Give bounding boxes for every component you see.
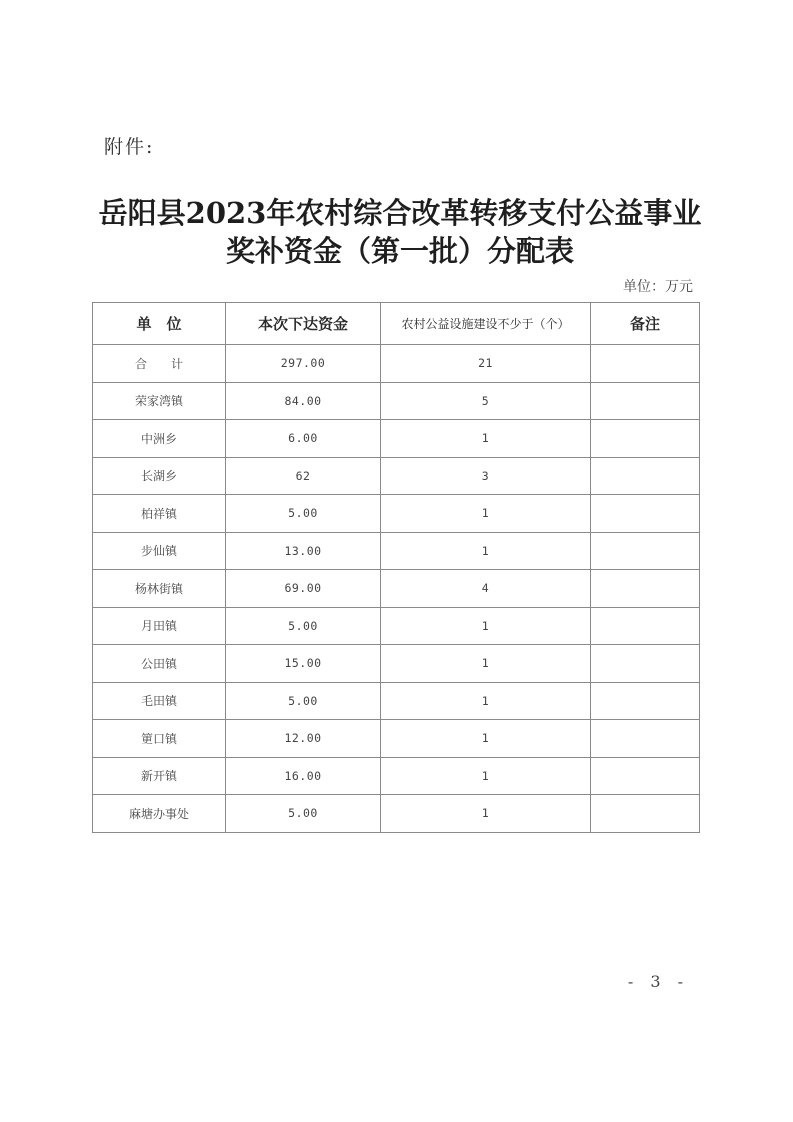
- header-unit: 单 位: [93, 303, 226, 345]
- cell-unit-name: 筻口镇: [93, 720, 226, 758]
- table-row: [93, 457, 700, 495]
- allocation-table: [92, 302, 700, 833]
- cell-unit-name: 新开镇: [93, 757, 226, 795]
- cell-remarks: [591, 645, 700, 683]
- cell-unit-name: 杨林街镇: [93, 570, 226, 608]
- cell-funds: 5.00: [226, 495, 381, 533]
- table-row: [93, 720, 700, 758]
- cell-facilities: 5: [381, 382, 591, 420]
- cell-remarks: [591, 570, 700, 608]
- attachment-label: 附件:: [104, 136, 155, 158]
- cell-facilities: 1: [381, 682, 591, 720]
- cell-remarks: [591, 757, 700, 795]
- cell-remarks: [591, 720, 700, 758]
- table-row: [93, 757, 700, 795]
- cell-funds: 62: [226, 457, 381, 495]
- table-row: [93, 532, 700, 570]
- table-row: [93, 495, 700, 533]
- table-body: [93, 345, 700, 833]
- cell-unit-name: 公田镇: [93, 645, 226, 683]
- table-row: [93, 570, 700, 608]
- cell-facilities: 1: [381, 532, 591, 570]
- cell-funds: 15.00: [226, 645, 381, 683]
- table-row: [93, 607, 700, 645]
- cell-unit-name: 步仙镇: [93, 532, 226, 570]
- cell-unit-name: 柏祥镇: [93, 495, 226, 533]
- cell-unit-name: 荣家湾镇: [93, 382, 226, 420]
- cell-facilities: 1: [381, 495, 591, 533]
- cell-funds: 5.00: [226, 682, 381, 720]
- cell-facilities: 1: [381, 420, 591, 458]
- table-row: [93, 345, 700, 383]
- table-row: [93, 795, 700, 833]
- header-facilities: 农村公益设施建设不少于（个）: [381, 303, 591, 345]
- table-row: [93, 682, 700, 720]
- cell-funds: 16.00: [226, 757, 381, 795]
- table-header-row: [93, 303, 700, 345]
- cell-funds: 6.00: [226, 420, 381, 458]
- document-title-line-1: 岳阳县2023年农村综合改革转移支付公益事业: [98, 196, 702, 230]
- cell-facilities: 1: [381, 720, 591, 758]
- header-funds: 本次下达资金: [226, 303, 381, 345]
- cell-facilities: 4: [381, 570, 591, 608]
- cell-funds: 12.00: [226, 720, 381, 758]
- unit-label: 单位：万元: [623, 279, 693, 295]
- cell-unit-name: 中洲乡: [93, 420, 226, 458]
- cell-unit-name: 月田镇: [93, 607, 226, 645]
- header-remarks: 备注: [591, 303, 700, 345]
- cell-funds: 5.00: [226, 607, 381, 645]
- cell-remarks: [591, 420, 700, 458]
- cell-facilities: 21: [381, 345, 591, 383]
- cell-unit-name: 麻塘办事处: [93, 795, 226, 833]
- cell-remarks: [591, 682, 700, 720]
- cell-unit-name: 合 计: [93, 345, 226, 383]
- cell-facilities: 1: [381, 607, 591, 645]
- cell-remarks: [591, 457, 700, 495]
- cell-unit-name: 长湖乡: [93, 457, 226, 495]
- cell-funds: 69.00: [226, 570, 381, 608]
- cell-facilities: 3: [381, 457, 591, 495]
- cell-funds: 13.00: [226, 532, 381, 570]
- cell-facilities: 1: [381, 757, 591, 795]
- cell-remarks: [591, 345, 700, 383]
- page-number: - 3 -: [627, 972, 689, 991]
- cell-facilities: 1: [381, 645, 591, 683]
- cell-remarks: [591, 607, 700, 645]
- cell-remarks: [591, 795, 700, 833]
- table-row: [93, 382, 700, 420]
- cell-unit-name: 毛田镇: [93, 682, 226, 720]
- cell-funds: 5.00: [226, 795, 381, 833]
- cell-funds: 84.00: [226, 382, 381, 420]
- cell-facilities: 1: [381, 795, 591, 833]
- cell-remarks: [591, 382, 700, 420]
- cell-remarks: [591, 495, 700, 533]
- cell-funds: 297.00: [226, 345, 381, 383]
- table-row: [93, 420, 700, 458]
- cell-remarks: [591, 532, 700, 570]
- document-title-line-2: 奖补资金（第一批）分配表: [225, 234, 574, 268]
- table-row: [93, 645, 700, 683]
